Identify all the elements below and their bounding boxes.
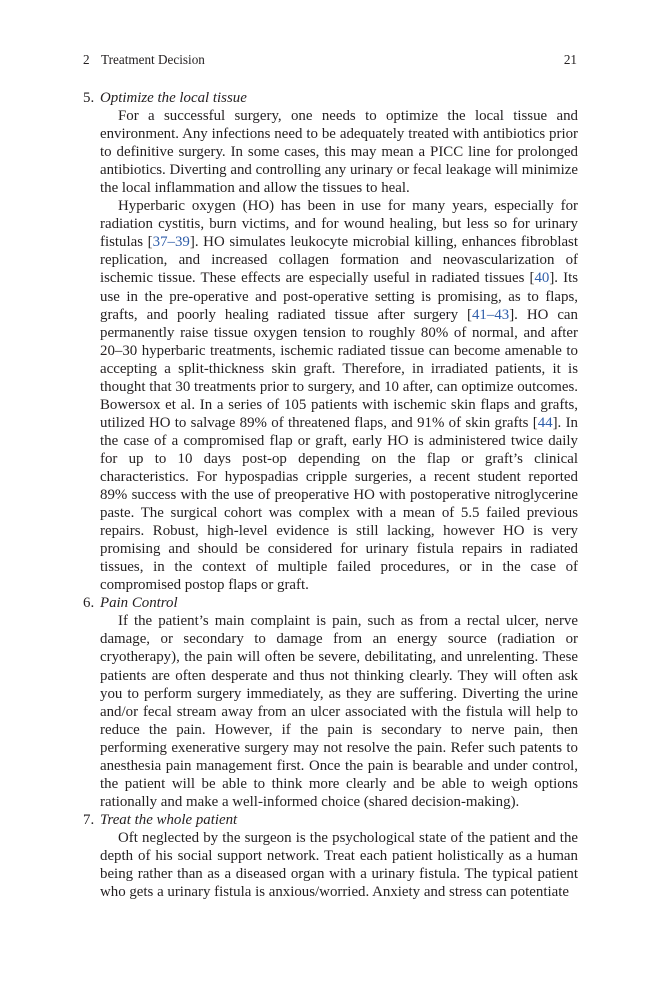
paragraph-text: Oft neglected by the surgeon is the psychological state of the patient and the depth of his social support network. Treat each patient holistically as a human being rather than as a diseased organ with a urinary fistula. The typical patient who gets a urinary fistula is anxious/worried. Anxiety and stress can potentiate [100, 829, 578, 901]
paragraph-text: If the patient’s main complaint is pain, such as from a rectal ulcer, nerve damage, or secondary to damage from an energy source (radiation or cryotherapy), the pain will often be severe, debilitating, and unrelenting. These patients are often desperate and thus not thinking clearly. They will often ask you to perform surgery immediately, as they are suffering. Diverting the urine and/or fecal stream away from an ulcer associated with the fistula will help to reduce the pain. However, if the pain is secondary to nerve pain, then performing exenerative surgery may not resolve the pain. Refer such patents to anesthesia pain management first. Once the pain is bearable and under control, the patient will be able to think more clearly and be able to weigh options rationally and make a well-informed choice (shared decision-making). [100, 613, 578, 810]
citation-link[interactable]: 44 [537, 414, 553, 431]
body-paragraph [100, 197, 578, 594]
paragraph-text: Hyperbaric oxygen (HO) has been in use for many years, especially for radiation cystitis, burn victims, and for wound healing, but less so for urinary fistulas [ [100, 198, 578, 251]
paragraph-text: ]. HO can permanently raise tissue oxygen tension to roughly 80% of normal, and after 20–30 hyperbaric treatments, ischemic radiated tissue can become amenable to accepting a split-thickness skin graft. Therefore, in irradiated patients, it is thought that 30 treatments prior to surgery, and 10 after, can optimize outcomes. Bowersox et al. In a series of 105 patients with ischemic skin flaps and grafts, utilized HO to salvage 89% of threatened flaps, and 91% of skin grafts [ [100, 306, 578, 431]
running-header [83, 51, 577, 69]
paragraph-text: ]. In the case of a compromised flap or graft, early HO is administered twice daily for up to 10 days post-op depending on the flap or graft’s clinical characteristics. For hypospadias cripple surgeries, a recent student reported 89% success with the use of preoperative HO with postoperative nitroglycerine paste. The surgical cohort was complex with a mean of 5.5 failed previous repairs. Robust, high-level evidence is still lacking, however HO is very promising and should be considered for urinary fistula repairs in radiated tissues, in the context of multiple failed procedures, or in the case of compromised postop flaps or graft. [100, 414, 578, 594]
chapter-title: Treatment Decision [101, 52, 205, 67]
body-paragraph [100, 107, 578, 197]
section-number: 6. [83, 595, 95, 612]
section-body [83, 612, 578, 811]
paragraph-text: For a successful surgery, one needs to optimize the local tissue and environment. Any infections need to be adequately treated with antibiotics prior to definitive surgery. In some cases, this may mean a PICC line for prolonged antibiotics. Diverting and controlling any urinary or fecal leakage will minimize the local inflammation and allow the tissues to heal. [100, 108, 578, 197]
section-heading [83, 811, 578, 829]
section-optimize-local-tissue [83, 89, 578, 594]
section-heading [83, 594, 578, 612]
body-paragraph [100, 829, 578, 901]
section-number: 7. [83, 811, 95, 828]
section-title: Treat the whole patient [100, 811, 238, 828]
section-heading [83, 89, 578, 107]
section-number: 5. [83, 90, 95, 106]
chapter-heading [83, 51, 205, 69]
section-treat-whole-patient [83, 811, 578, 901]
paragraph-text: ]. HO simulates leukocyte microbial killing, enhances fibroblast replication, and increased collagen formation and neovascularization of ischemic tissue. These effects are especially useful in radiated tissues [ [100, 234, 578, 287]
section-title: Pain Control [100, 595, 178, 612]
page-body [83, 89, 578, 901]
section-pain-control [83, 594, 578, 811]
citation-link[interactable]: 40 [534, 270, 550, 287]
page-number: 21 [563, 52, 577, 67]
paragraph-text: ]. Its use in the pre-operative and post-operative setting is promising, as to flaps, grafts, and poorly healing radiated tissue after surgery [ [100, 270, 579, 323]
section-title: Optimize the local tissue [100, 90, 247, 106]
citation-link[interactable]: 37–39 [152, 234, 190, 251]
section-body [83, 107, 578, 594]
body-paragraph [100, 612, 578, 811]
citation-link[interactable]: 41–43 [471, 306, 510, 323]
chapter-number: 2 [83, 52, 90, 67]
section-body [83, 829, 578, 901]
